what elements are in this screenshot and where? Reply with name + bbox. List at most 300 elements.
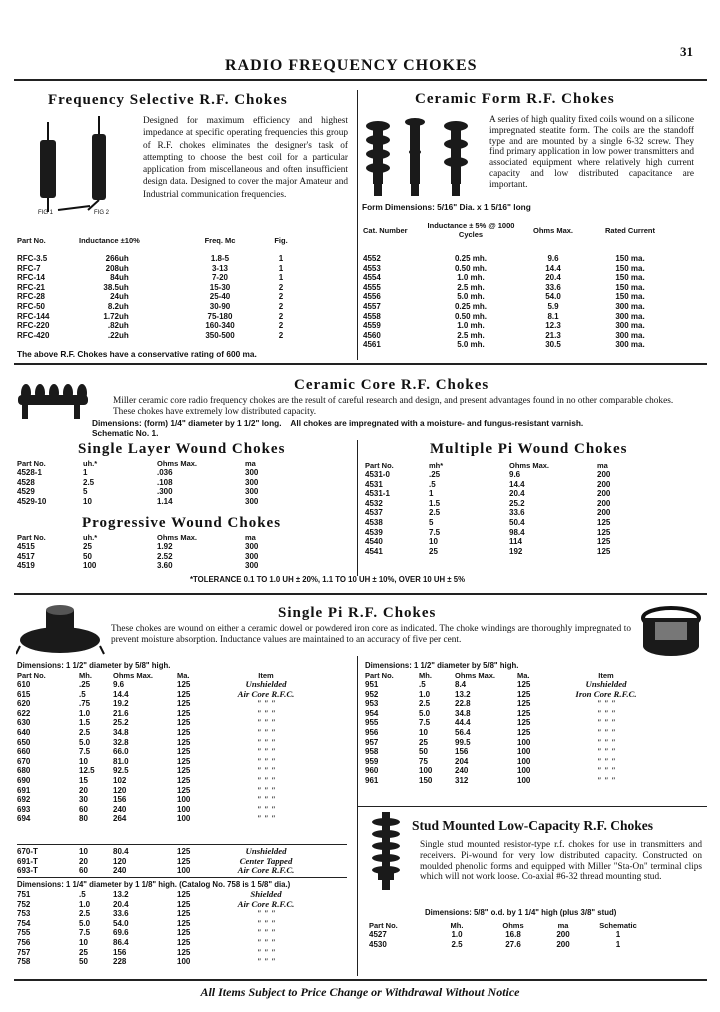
table-cell: 200 xyxy=(597,489,611,499)
column-divider xyxy=(357,90,358,360)
table-row xyxy=(369,940,653,950)
table-cell: 953 xyxy=(365,699,379,709)
single-pi-table-1 xyxy=(17,671,311,824)
col-header: Ohms Max. xyxy=(455,671,496,680)
table-cell: 4552 xyxy=(363,254,381,263)
item-cell: Unshielded xyxy=(585,679,627,689)
table-cell: 2.5 xyxy=(429,508,441,518)
table-row xyxy=(363,321,675,331)
table-row xyxy=(363,264,675,274)
table-cell: 20.4 xyxy=(113,899,129,909)
table-row xyxy=(363,331,675,341)
table-cell: 84 xyxy=(110,273,119,283)
table-cell: 100 xyxy=(177,814,191,824)
table-cell: 1.8-5 xyxy=(210,254,230,263)
table-cell: 114 xyxy=(509,537,522,547)
table-cell: 300 ma. xyxy=(615,301,645,311)
table-cell: 204 xyxy=(455,756,469,766)
table-cell: 120 xyxy=(113,785,127,795)
table-cell: 4515 xyxy=(17,542,35,551)
footer-rule xyxy=(14,979,707,981)
table-cell: 125 xyxy=(177,727,191,737)
single-pi-description: These chokes are wound on either a ceramic dowel or powdered iron core as indicated. The choke windings are thoroughly impregnated to prevent moisture absorption. Inductance values are maintained to an accuracy of five per cent. xyxy=(111,624,631,645)
table-cell: 34.8 xyxy=(455,708,471,718)
table-cell: 7.5 xyxy=(429,527,441,537)
table-cell: 1.0 xyxy=(419,689,431,699)
section-rule xyxy=(14,363,707,365)
table-cell: 691 xyxy=(17,785,31,795)
sub-rule xyxy=(357,806,707,807)
table-row xyxy=(17,552,295,562)
table-cell: 670 xyxy=(17,756,31,766)
item-cell: " " " xyxy=(596,774,616,785)
table-cell: 10 xyxy=(83,496,92,506)
table-cell: 125 xyxy=(177,856,191,866)
table-row xyxy=(363,302,675,312)
table-cell: 38.5 xyxy=(103,282,119,292)
table-cell: 44.4 xyxy=(455,718,471,728)
table-cell: 69.6 xyxy=(113,928,129,938)
table-cell: RFC-28 xyxy=(17,292,46,302)
table-cell: 8.4 xyxy=(455,680,467,689)
table-cell: .5 xyxy=(429,479,436,489)
col-header: Ma. xyxy=(517,671,530,680)
table-cell: 957 xyxy=(365,737,379,747)
table-cell: 2.5 mh. xyxy=(457,330,485,340)
table-cell: 1.72 xyxy=(103,311,119,321)
freq-selective-title: Frequency Selective R.F. Chokes xyxy=(48,92,288,108)
table-cell: 80.4 xyxy=(113,847,129,856)
table-row xyxy=(363,273,675,283)
single-pi-dims-3: Dimensions: 1 1/4" diameter by 1 1/8" high. (Catalog No. 758 is 1 5/8" dia.) xyxy=(17,880,291,889)
col-header: Part No. xyxy=(369,921,398,930)
table-cell: 25 xyxy=(79,947,88,957)
table-cell: 200 xyxy=(597,479,611,489)
table-cell: 30.5 xyxy=(545,340,561,350)
table-cell: 125 xyxy=(177,899,191,909)
ceramic-form-table xyxy=(363,221,675,239)
table-cell: 156 xyxy=(113,795,127,805)
table-cell: 4561 xyxy=(363,340,381,350)
table-cell: 670-T xyxy=(17,847,38,856)
table-cell: 4537 xyxy=(365,508,383,518)
table-cell: 4529-10 xyxy=(17,496,47,506)
table-row xyxy=(17,542,295,552)
table-cell: 21.6 xyxy=(113,708,129,718)
table-cell: .5 xyxy=(419,680,426,689)
item-cell: Unshielded xyxy=(245,846,287,856)
table-row xyxy=(17,561,295,571)
tolerance-note: *TOLERANCE 0.1 TO 1.0 UH ± 20%, 1.1 TO 10 UH ± 10%, OVER 10 UH ± 5% xyxy=(190,575,465,584)
table-cell: 622 xyxy=(17,708,31,718)
table-cell: 240 xyxy=(113,804,127,814)
col-header: Inductance ±10% xyxy=(79,236,140,245)
item-cell: " " " xyxy=(256,746,276,757)
item-cell: Air Core R.F.C. xyxy=(237,688,295,699)
table-cell: 1.0 mh. xyxy=(457,273,485,283)
col-header: Mh. xyxy=(79,671,92,680)
col-header: Part No. xyxy=(365,671,394,680)
col-header: ma xyxy=(245,533,256,542)
table-cell: 1.5 xyxy=(429,498,441,508)
table-cell: 125 xyxy=(597,537,611,547)
table-cell: 650 xyxy=(17,737,31,747)
table-cell: 125 xyxy=(177,947,191,957)
table-cell: 125 xyxy=(517,718,531,728)
table-row xyxy=(365,470,647,480)
table-cell: 125 xyxy=(177,847,191,856)
item-cell: " " " xyxy=(596,765,616,776)
table-cell: 753 xyxy=(17,909,31,919)
table-cell: 2.5 xyxy=(79,909,91,919)
table-cell: 300 xyxy=(245,468,259,477)
table-cell: 10 xyxy=(419,727,428,737)
table-cell: 757 xyxy=(17,947,31,957)
single-pi-table-2 xyxy=(17,847,311,876)
table-cell: 4531-1 xyxy=(365,489,390,499)
table-cell: 758 xyxy=(17,957,31,967)
table-cell: 4554 xyxy=(363,273,381,283)
table-cell: .108 xyxy=(157,477,173,487)
table-cell: 200 xyxy=(556,930,570,939)
table-row xyxy=(17,487,295,497)
table-row xyxy=(365,537,647,547)
col-header: Ohms Max. xyxy=(157,459,198,468)
table-cell: 100 xyxy=(177,866,191,876)
table-cell: 156 xyxy=(113,947,127,957)
table-cell: 10 xyxy=(429,537,438,547)
table-cell: 14.4 xyxy=(545,263,561,273)
table-cell: 7-20 xyxy=(211,273,228,283)
sub-rule xyxy=(17,844,347,845)
table-cell: uh xyxy=(119,292,129,302)
table-cell: RFC-220 xyxy=(17,321,50,331)
table-cell: 125 xyxy=(177,918,191,928)
table-cell: 125 xyxy=(177,775,191,785)
single-pi-dims-1: Dimensions: 1 1/2" diameter by 5/8" high. xyxy=(17,661,171,670)
table-cell: 300 ma. xyxy=(615,311,645,321)
table-cell: 660 xyxy=(17,747,31,757)
item-cell: " " " xyxy=(596,746,616,757)
col-header: ma xyxy=(557,921,569,930)
col-header: mh* xyxy=(429,461,444,470)
freq-selective-chokes-image xyxy=(28,112,128,222)
single-pi-choke-image xyxy=(16,600,106,658)
table-cell: 5.9 xyxy=(547,301,559,311)
table-cell: 100 xyxy=(419,766,433,776)
progressive-title: Progressive Wound Chokes xyxy=(82,515,282,531)
table-cell: 4528-1 xyxy=(17,468,42,477)
table-cell: .25 xyxy=(79,680,91,689)
col-header: Inductance ± 5% @ 1000 Cycles xyxy=(427,221,515,239)
table-row xyxy=(17,331,301,341)
table-cell: 956 xyxy=(365,727,379,737)
table-cell: 20.4 xyxy=(509,489,525,499)
table-cell: 961 xyxy=(365,775,379,785)
table-cell: 12.5 xyxy=(79,766,95,776)
item-cell: " " " xyxy=(256,717,276,728)
table-cell: 200 xyxy=(597,508,611,518)
table-cell: 5 xyxy=(83,487,88,497)
table-cell: 1.0 xyxy=(451,930,463,939)
col-header: Part No. xyxy=(17,459,46,468)
table-cell: 0.25 mh. xyxy=(454,301,487,311)
table-cell: 125 xyxy=(177,756,191,766)
table-cell: 300 ma. xyxy=(615,321,645,331)
table-cell: 694 xyxy=(17,814,31,824)
table-cell: 21.3 xyxy=(545,330,561,340)
table-cell: 92.5 xyxy=(113,766,129,776)
table-cell: 693-T xyxy=(17,866,38,876)
col-header: Part No. xyxy=(17,671,46,680)
table-cell: 150 ma. xyxy=(615,282,645,292)
table-row xyxy=(17,312,301,322)
table-cell: 2 xyxy=(278,330,284,340)
table-cell: 27.6 xyxy=(505,939,521,949)
table-cell: 56.4 xyxy=(455,727,471,737)
table-row xyxy=(363,292,675,302)
table-cell: 150 ma. xyxy=(615,273,645,283)
table-cell: uh xyxy=(119,282,129,292)
ceramic-core-chokes-image xyxy=(14,383,94,423)
table-cell: 752 xyxy=(17,899,31,909)
table-cell: RFC-420 xyxy=(17,330,50,340)
table-cell: 9.6 xyxy=(113,680,125,689)
table-cell: 125 xyxy=(177,718,191,728)
item-cell: " " " xyxy=(596,736,616,747)
table-cell: 99.5 xyxy=(455,737,471,747)
table-cell: 1.14 xyxy=(157,496,173,506)
table-cell: 4530 xyxy=(369,939,387,949)
table-cell: 1.92 xyxy=(157,542,173,551)
item-cell: Unshielded xyxy=(245,679,287,689)
table-cell: 200 xyxy=(597,470,611,479)
table-cell: 266 xyxy=(105,254,119,263)
table-cell: 156 xyxy=(455,747,469,757)
table-cell: 50 xyxy=(79,957,88,967)
table-cell: 640 xyxy=(17,727,31,737)
table-cell: 300 ma. xyxy=(615,340,645,350)
table-cell: 125 xyxy=(177,680,191,689)
table-cell: 620 xyxy=(17,699,31,709)
table-row xyxy=(17,302,301,312)
table-cell: 125 xyxy=(177,937,191,947)
table-cell: 54.0 xyxy=(113,918,129,928)
table-cell: 33.6 xyxy=(545,282,561,292)
table-cell: 50 xyxy=(83,551,92,561)
table-row xyxy=(365,547,647,557)
table-cell: 125 xyxy=(177,708,191,718)
ceramic-form-dimensions: Form Dimensions: 5/16" Dia. x 1 5/16" long xyxy=(362,202,531,212)
col-header: Ohms Max. xyxy=(113,671,154,680)
table-cell: 14.4 xyxy=(509,479,525,489)
single-layer-title: Single Layer Wound Chokes xyxy=(78,441,286,457)
table-row xyxy=(17,957,311,967)
single-pi-table-3 xyxy=(17,890,311,967)
item-cell: " " " xyxy=(596,707,616,718)
table-cell: RFC-144 xyxy=(17,311,50,321)
table-cell: 150 ma. xyxy=(615,254,645,263)
table-cell: 16.8 xyxy=(505,930,521,939)
table-cell: 300 xyxy=(245,487,259,497)
col-header: ma xyxy=(597,461,608,470)
table-cell: RFC-14 xyxy=(17,273,46,283)
table-cell: 0.50 mh. xyxy=(454,263,487,273)
table-cell: .300 xyxy=(157,487,173,497)
col-header: Cat. Number xyxy=(363,225,408,235)
table-cell: 240 xyxy=(455,766,469,776)
item-cell: " " " xyxy=(256,946,276,957)
table-cell: 228 xyxy=(113,957,127,967)
table-cell: 692 xyxy=(17,795,31,805)
table-cell: 2 xyxy=(278,311,284,321)
col-header: ma xyxy=(245,459,256,468)
item-cell: " " " xyxy=(256,726,276,737)
item-cell: " " " xyxy=(256,774,276,785)
fig1-label: FIG 1 xyxy=(38,210,54,216)
table-cell: 1.0 xyxy=(79,899,91,909)
item-cell: " " " xyxy=(596,755,616,766)
table-cell: 4527 xyxy=(369,930,387,939)
table-cell: 50.4 xyxy=(509,517,525,527)
table-cell: 300 xyxy=(245,496,259,506)
table-cell: 20.4 xyxy=(545,273,561,283)
item-cell: " " " xyxy=(256,755,276,766)
fig2-label: FIG 2 xyxy=(94,210,110,216)
table-cell: 13.2 xyxy=(113,890,129,899)
table-row xyxy=(17,283,301,293)
stud-mounted-table xyxy=(369,921,653,949)
table-cell: 4528 xyxy=(17,477,35,487)
table-cell: 125 xyxy=(177,747,191,757)
table-cell: 125 xyxy=(517,708,531,718)
item-cell: " " " xyxy=(596,698,616,709)
table-cell: 9.6 xyxy=(509,470,521,479)
table-cell: 4529 xyxy=(17,487,35,497)
col-header: Part No. xyxy=(365,461,394,470)
table-cell: 4555 xyxy=(363,282,381,292)
item-cell: " " " xyxy=(256,936,276,947)
item-cell: " " " xyxy=(256,956,276,967)
table-cell: 1 xyxy=(615,939,621,949)
table-cell: 50 xyxy=(419,747,428,757)
item-cell: " " " xyxy=(256,765,276,776)
table-cell: 2.5 xyxy=(419,699,431,709)
table-cell: 693 xyxy=(17,804,31,814)
table-cell: 125 xyxy=(177,766,191,776)
table-cell: 5.0 mh. xyxy=(457,340,485,350)
table-cell: 150 ma. xyxy=(615,292,645,302)
table-cell: 192 xyxy=(509,546,523,556)
table-cell: 125 xyxy=(177,689,191,699)
table-cell: uh xyxy=(119,311,129,321)
table-cell: RFC-21 xyxy=(17,282,46,292)
ceramic-form-chokes-image xyxy=(360,112,480,200)
table-cell: 4553 xyxy=(363,263,381,273)
col-header: Part No. xyxy=(17,533,46,542)
table-cell: 60 xyxy=(79,804,88,814)
table-cell: 9.6 xyxy=(547,254,559,263)
table-cell: 1 xyxy=(278,263,284,273)
item-cell: Shielded xyxy=(250,889,282,899)
progressive-table xyxy=(17,533,295,571)
table-cell: 680 xyxy=(17,766,31,776)
stud-mounted-title: Stud Mounted Low-Capacity R.F. Chokes xyxy=(412,818,654,833)
table-cell: 125 xyxy=(517,689,531,699)
header-rule xyxy=(14,79,707,81)
table-cell: 4532 xyxy=(365,498,383,508)
table-cell: 755 xyxy=(17,928,31,938)
col-header: Ma. xyxy=(177,671,190,680)
table-cell: 120 xyxy=(113,856,127,866)
item-cell: " " " xyxy=(256,707,276,718)
table-cell: 4558 xyxy=(363,311,381,321)
table-cell: 12.3 xyxy=(545,321,561,331)
table-cell: .5 xyxy=(79,890,86,899)
table-cell: 33.6 xyxy=(509,508,525,518)
sub-rule xyxy=(17,877,347,878)
table-cell: 4541 xyxy=(365,546,383,556)
table-cell: 208 xyxy=(105,263,119,273)
item-cell: " " " xyxy=(256,794,276,805)
table-cell: 125 xyxy=(597,517,611,527)
table-cell: 98.4 xyxy=(509,527,525,537)
table-cell: 20 xyxy=(79,785,88,795)
table-cell: 690 xyxy=(17,775,31,785)
table-row xyxy=(17,292,301,302)
ceramic-form-description: A series of high quality fixed coils wound on a silicone impregnated steatite form. The coils are the standoff type and are mounted by a single 6-32 screw. They find primary application in low power transmitters and associated equipment where relatively high current capacity and low distributed capacitance are important. xyxy=(489,115,695,190)
table-cell: 4540 xyxy=(365,537,383,547)
item-cell: Air Core R.F.C. xyxy=(237,865,295,876)
table-cell: 7.5 xyxy=(79,928,91,938)
table-cell: 958 xyxy=(365,747,379,757)
table-cell: 25.2 xyxy=(113,718,129,728)
table-cell: 0.25 mh. xyxy=(454,254,487,263)
table-cell: 86.4 xyxy=(113,937,129,947)
table-cell: 100 xyxy=(177,957,191,967)
item-cell: " " " xyxy=(256,784,276,795)
table-cell: 125 xyxy=(597,527,611,537)
table-cell: 955 xyxy=(365,718,379,728)
table-row xyxy=(363,254,675,264)
stud-mounted-description: Single stud mounted resistor-type r.f. chokes for use in transmitters and receivers. Pi-wound for very low distributed capacity. Constructed on moulded phenolic forms and equipped with Miller "Sta-On" terminal clips which will not work loose. Co-axial #6-32 thread mounting stud. xyxy=(420,840,702,883)
table-cell: 24 xyxy=(110,292,119,302)
table-cell: 4539 xyxy=(365,527,383,537)
col-header: Mh. xyxy=(450,921,464,930)
table-row xyxy=(365,489,647,499)
table-row xyxy=(365,528,647,538)
table-cell: 25 xyxy=(83,542,92,551)
table-cell: 350-500 xyxy=(205,330,235,340)
table-row xyxy=(369,930,653,940)
table-row xyxy=(363,340,675,350)
table-cell: 756 xyxy=(17,937,31,947)
single-layer-table xyxy=(17,459,295,506)
col-header: uh.* xyxy=(83,533,98,542)
item-cell: Air Core R.F.C. xyxy=(237,898,295,909)
table-cell: 1 xyxy=(615,930,621,939)
table-cell: 2 xyxy=(278,292,284,302)
stud-choke-image xyxy=(368,808,404,898)
table-cell: 1.5 xyxy=(79,718,91,728)
table-cell: 125 xyxy=(517,680,531,689)
item-cell: " " " xyxy=(256,803,276,814)
table-row xyxy=(365,776,651,786)
ceramic-core-dimensions: Dimensions: (form) 1/4" diameter by 1 1/2" long. All chokes are impregnated with a moisture- and fungus-resistant varnish. xyxy=(92,418,584,428)
table-cell: 25 xyxy=(419,737,428,747)
table-cell: 160-340 xyxy=(205,321,235,331)
item-cell: " " " xyxy=(256,908,276,919)
